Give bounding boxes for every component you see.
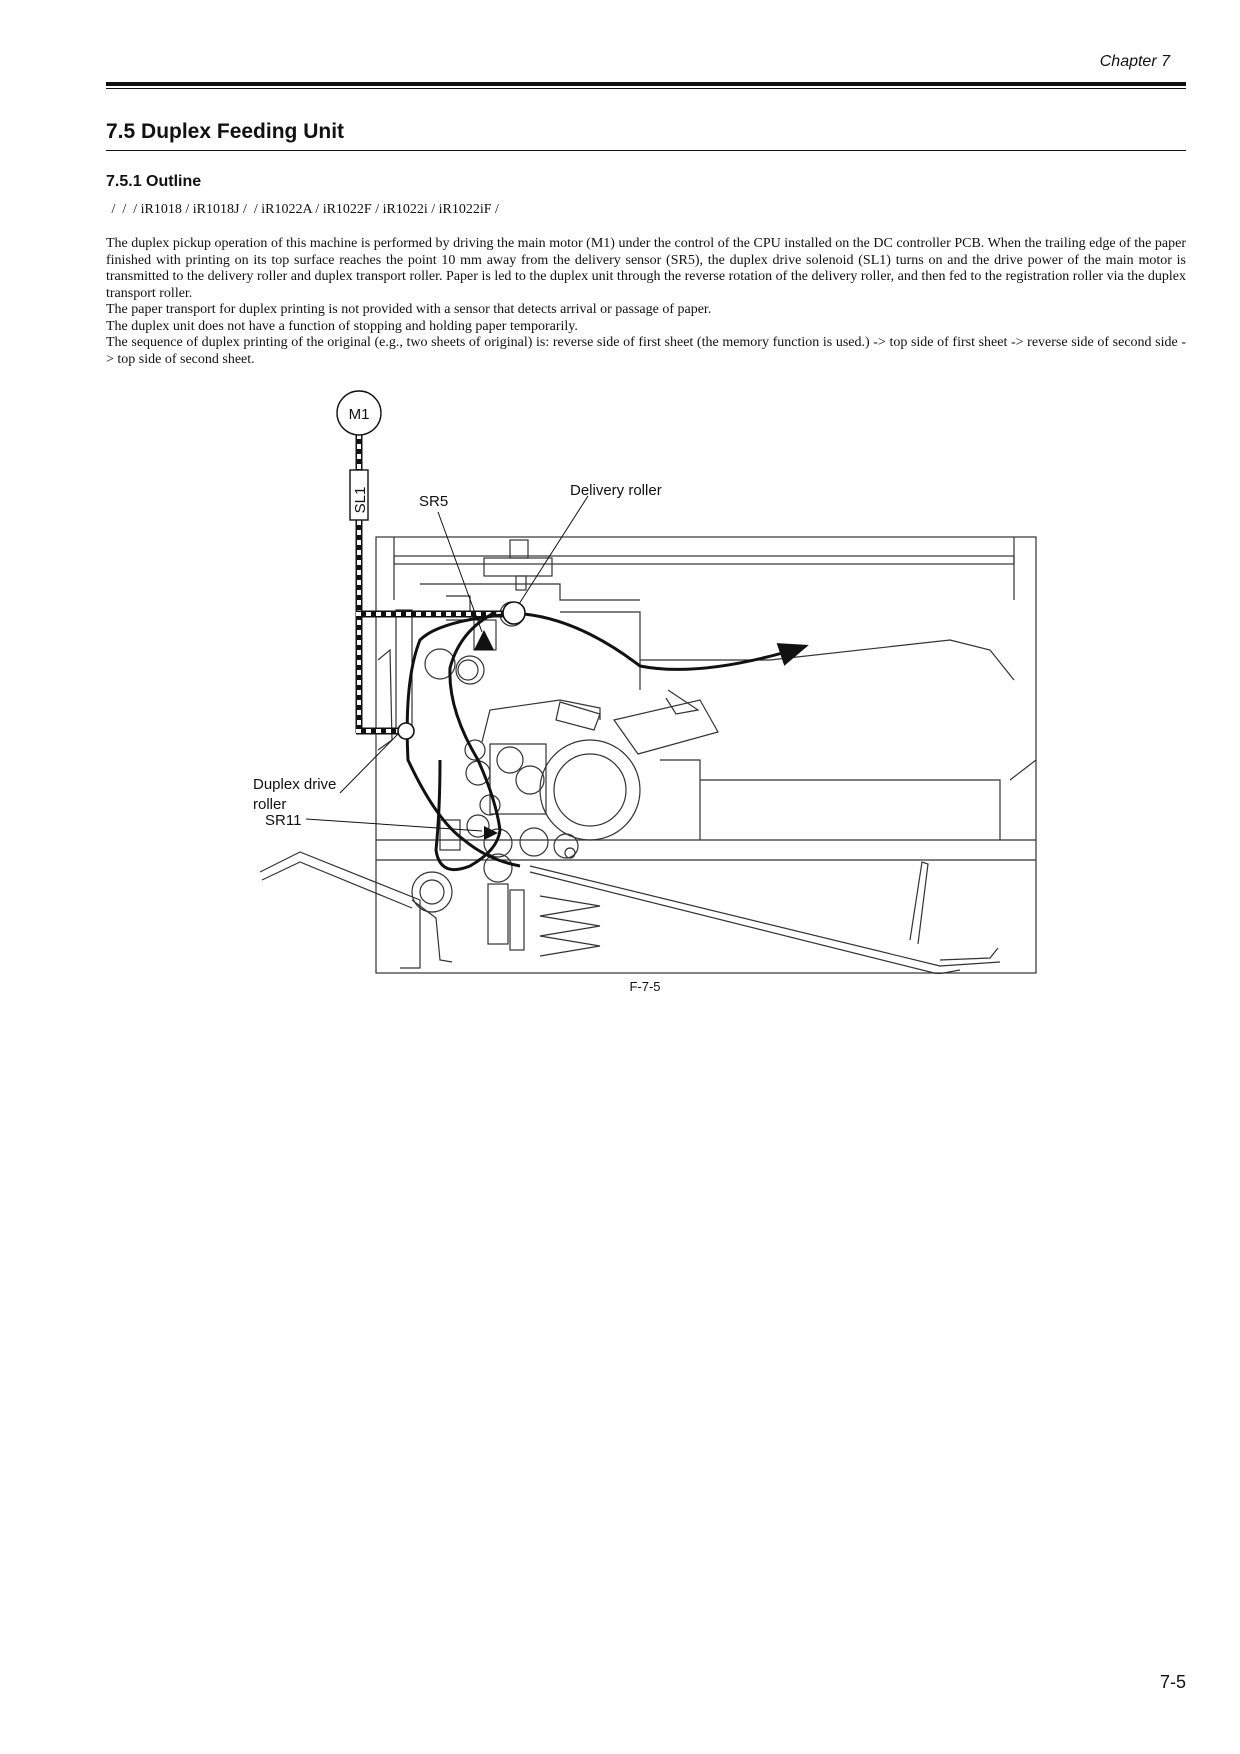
delivery-roller	[503, 602, 525, 624]
subsection-title: 7.5.1 Outline	[106, 173, 202, 190]
label-m1: M1	[348, 406, 370, 423]
chapter-header: Chapter 7	[1099, 53, 1170, 70]
header-rule-thin	[106, 88, 1186, 89]
label-sl1: SL1	[352, 486, 369, 514]
paragraph: The duplex pickup operation of this machine is performed by driving the main motor (M1) under the control of the CPU installed on the DC controller PCB. When the trailing edge of the paper finished with printing on its top surface reaches the point 10 mm away from the delivery sensor (SR5), the duplex drive solenoid (SL1) turns on and the drive power of the main motor is transmitted to the delivery roller and duplex transport roller. Paper is led to the duplex unit through the reverse rotation of the delivery roller, and then fed to the registration roller via the duplex transport roller.	[106, 236, 1186, 301]
paper-path	[407, 612, 806, 870]
body-text	[106, 236, 1186, 368]
internal-components	[378, 596, 1000, 974]
page-number: 7-5	[1159, 1672, 1186, 1692]
label-sr11: SR11	[265, 812, 302, 829]
label-duplex-drive-roller-1: Duplex drive	[253, 776, 337, 793]
duplex-drive-roller	[398, 723, 414, 739]
applicable-models: / / / iR1018 / iR1018J / / iR1022A / iR1022F / iR1022i / iR1022iF /	[108, 202, 499, 217]
label-delivery-roller: Delivery roller	[570, 482, 662, 499]
scanner-hinge	[484, 540, 552, 590]
duplex-unit-diagram	[240, 384, 1040, 974]
label-duplex-drive-roller-2: roller	[253, 796, 287, 813]
label-sr5: SR5	[419, 493, 449, 510]
paragraph: The paper transport for duplex printing is not provided with a sensor that detects arrival or passage of paper.	[106, 302, 712, 317]
header-rule-thick	[106, 82, 1186, 86]
section-title-rule	[106, 150, 1186, 151]
sensor-sr11	[484, 826, 498, 840]
paragraph: The sequence of duplex printing of the original (e.g., two sheets of original) is: reverse side of first sheet (the memory function is used.) -> top side of first sheet -> reverse side of second side -> top side of second sheet.	[106, 335, 1186, 367]
paragraph: The duplex unit does not have a function of stopping and holding paper temporarily.	[106, 318, 578, 334]
main-motor-m1	[337, 391, 381, 435]
section-title: 7.5 Duplex Feeding Unit	[106, 120, 345, 143]
duplex-drive-solenoid-sl1	[350, 470, 369, 520]
machine-outline	[260, 537, 1036, 973]
figure-caption: F-7-5	[629, 979, 661, 994]
